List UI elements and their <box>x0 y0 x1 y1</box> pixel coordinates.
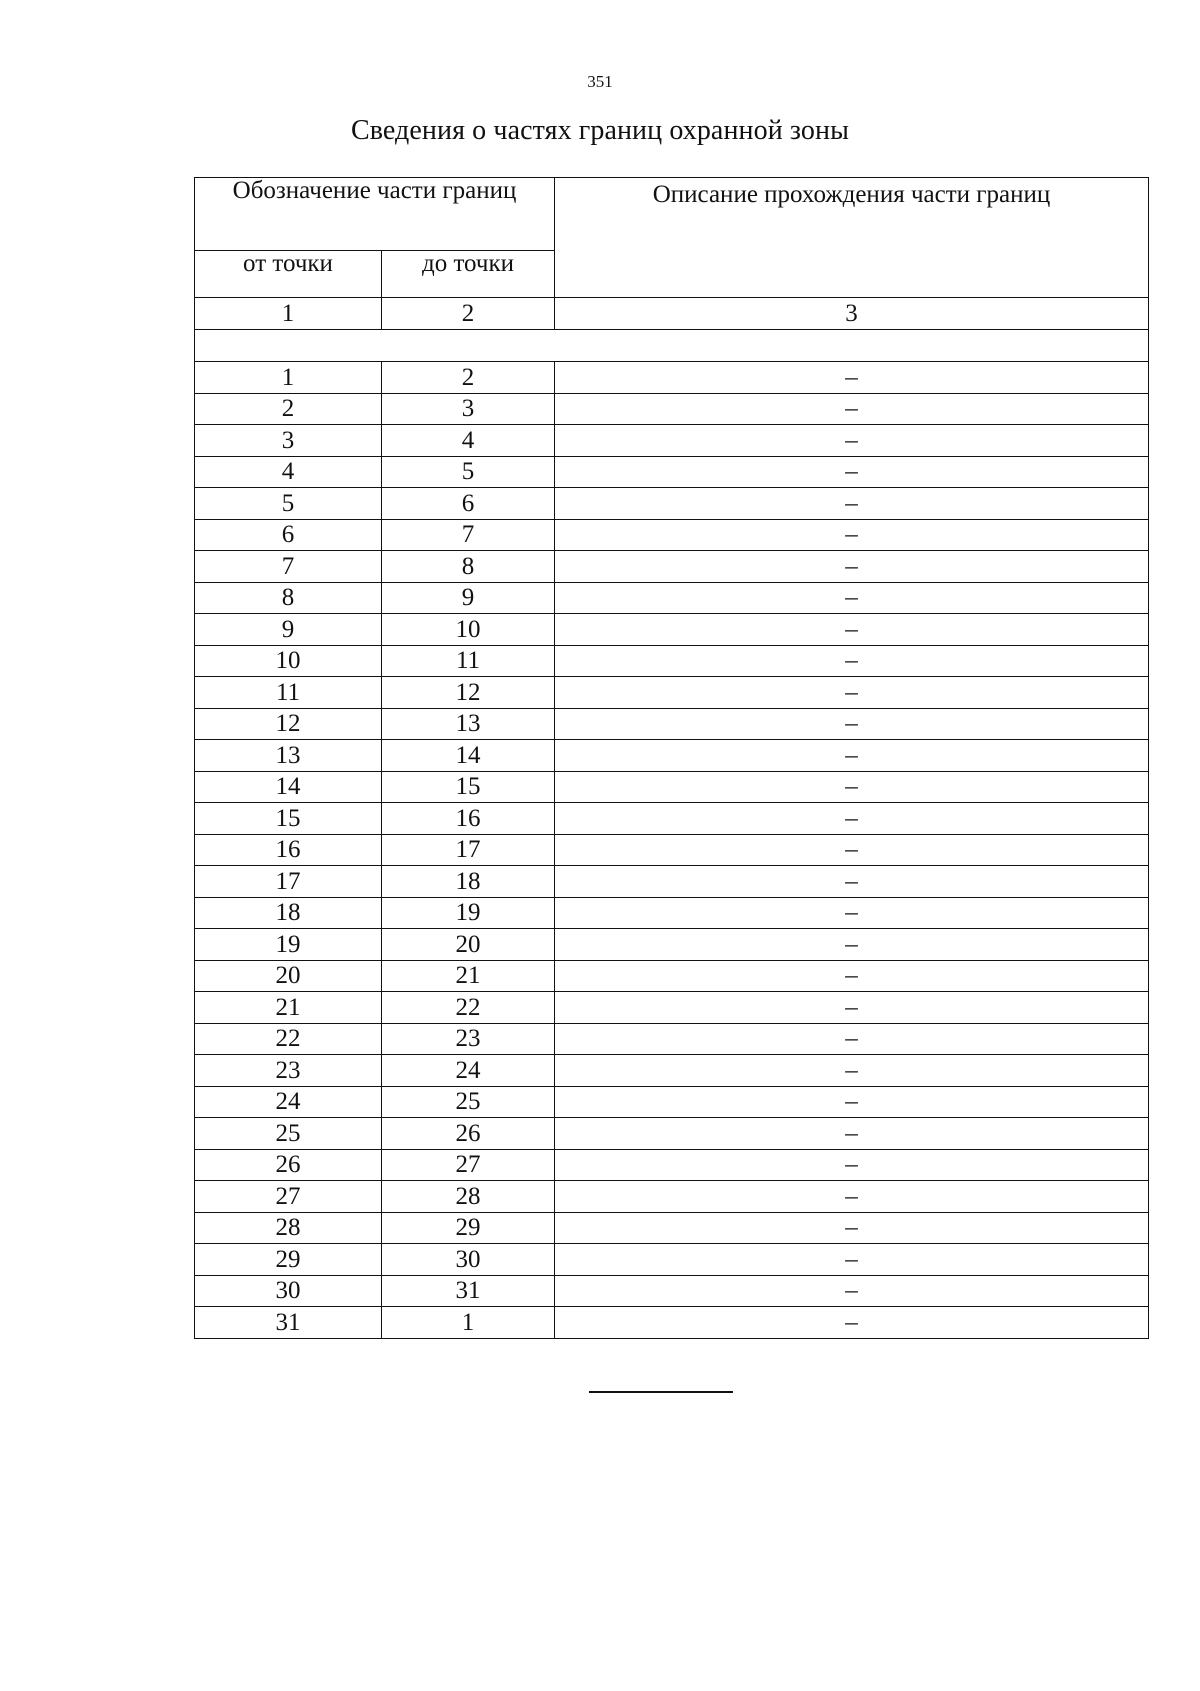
to-point-cell: 11 <box>382 645 555 677</box>
table-row <box>195 456 1149 488</box>
description-cell: – <box>555 614 1149 646</box>
from-point-cell: 25 <box>195 1118 382 1150</box>
to-point-cell: 14 <box>382 740 555 772</box>
to-point-cell: 9 <box>382 582 555 614</box>
from-point-cell: 20 <box>195 960 382 992</box>
description-cell: – <box>555 456 1149 488</box>
from-point-cell: 4 <box>195 456 382 488</box>
from-point-cell: 17 <box>195 866 382 898</box>
to-point-cell: 20 <box>382 929 555 961</box>
table-row <box>195 1118 1149 1150</box>
from-point-cell: 24 <box>195 1086 382 1118</box>
table-row <box>195 1181 1149 1213</box>
section-row <box>195 330 1149 362</box>
table-header-row <box>195 178 1149 251</box>
to-point-cell: 3 <box>382 393 555 425</box>
header-designation: Обозначение части границ <box>195 178 555 251</box>
to-point-cell: 13 <box>382 708 555 740</box>
to-point-cell: 29 <box>382 1212 555 1244</box>
column-number-2: 2 <box>382 298 555 330</box>
description-cell: – <box>555 740 1149 772</box>
to-point-cell: 28 <box>382 1181 555 1213</box>
page-number: 351 <box>587 72 613 91</box>
from-point-cell: 27 <box>195 1181 382 1213</box>
from-point-cell: 12 <box>195 708 382 740</box>
table-row <box>195 1086 1149 1118</box>
table-row <box>195 614 1149 646</box>
from-point-cell: 21 <box>195 992 382 1024</box>
from-point-cell: 13 <box>195 740 382 772</box>
table-row <box>195 708 1149 740</box>
to-point-cell: 2 <box>382 362 555 394</box>
description-cell: – <box>555 582 1149 614</box>
table-row <box>195 582 1149 614</box>
table-row <box>195 551 1149 583</box>
table-row <box>195 866 1149 898</box>
table-row <box>195 645 1149 677</box>
table-row <box>195 1307 1149 1339</box>
description-cell: – <box>555 708 1149 740</box>
column-number-row <box>195 298 1149 330</box>
from-point-cell: 9 <box>195 614 382 646</box>
table-row <box>195 1212 1149 1244</box>
to-point-cell: 4 <box>382 425 555 457</box>
column-number-3: 3 <box>555 298 1149 330</box>
from-point-cell: 7 <box>195 551 382 583</box>
to-point-cell: 8 <box>382 551 555 583</box>
from-point-cell: 6 <box>195 519 382 551</box>
from-point-cell: 16 <box>195 834 382 866</box>
table-row <box>195 960 1149 992</box>
description-cell: – <box>555 519 1149 551</box>
to-point-cell: 22 <box>382 992 555 1024</box>
from-point-cell: 29 <box>195 1244 382 1276</box>
description-cell: – <box>555 645 1149 677</box>
from-point-cell: 23 <box>195 1055 382 1087</box>
to-point-cell: 7 <box>382 519 555 551</box>
description-cell: – <box>555 1118 1149 1150</box>
from-point-cell: 15 <box>195 803 382 835</box>
description-cell: – <box>555 771 1149 803</box>
description-cell: – <box>555 1212 1149 1244</box>
description-cell: – <box>555 1244 1149 1276</box>
description-cell: – <box>555 866 1149 898</box>
table-row <box>195 488 1149 520</box>
to-point-cell: 16 <box>382 803 555 835</box>
description-cell: – <box>555 488 1149 520</box>
to-point-cell: 27 <box>382 1149 555 1181</box>
table-row <box>195 929 1149 961</box>
from-point-cell: 30 <box>195 1275 382 1307</box>
description-cell: – <box>555 1023 1149 1055</box>
section-label <box>195 330 1149 362</box>
from-point-cell: 31 <box>195 1307 382 1339</box>
from-point-cell: 10 <box>195 645 382 677</box>
table-row <box>195 393 1149 425</box>
from-point-cell: 18 <box>195 897 382 929</box>
to-point-cell: 23 <box>382 1023 555 1055</box>
header-description: Описание прохождения части границ <box>555 178 1149 298</box>
from-point-cell: 26 <box>195 1149 382 1181</box>
table-row <box>195 1275 1149 1307</box>
from-point-cell: 11 <box>195 677 382 709</box>
description-cell: – <box>555 1307 1149 1339</box>
table-row <box>195 897 1149 929</box>
table-row <box>195 803 1149 835</box>
description-cell: – <box>555 1055 1149 1087</box>
table-row <box>195 677 1149 709</box>
to-point-cell: 17 <box>382 834 555 866</box>
to-point-cell: 19 <box>382 897 555 929</box>
to-point-cell: 26 <box>382 1118 555 1150</box>
table-row <box>195 1055 1149 1087</box>
from-point-cell: 1 <box>195 362 382 394</box>
table-row <box>195 362 1149 394</box>
from-point-cell: 2 <box>195 393 382 425</box>
table-row <box>195 425 1149 457</box>
from-point-cell: 19 <box>195 929 382 961</box>
description-cell: – <box>555 1181 1149 1213</box>
description-cell: – <box>555 1149 1149 1181</box>
description-cell: – <box>555 834 1149 866</box>
to-point-cell: 5 <box>382 456 555 488</box>
to-point-cell: 10 <box>382 614 555 646</box>
description-cell: – <box>555 1275 1149 1307</box>
to-point-cell: 12 <box>382 677 555 709</box>
table-row <box>195 740 1149 772</box>
boundary-parts-table <box>194 177 1149 1339</box>
description-cell: – <box>555 960 1149 992</box>
description-cell: – <box>555 1086 1149 1118</box>
from-point-cell: 22 <box>195 1023 382 1055</box>
from-point-cell: 8 <box>195 582 382 614</box>
table-row <box>195 771 1149 803</box>
description-cell: – <box>555 362 1149 394</box>
description-cell: – <box>555 425 1149 457</box>
to-point-cell: 25 <box>382 1086 555 1118</box>
to-point-cell: 31 <box>382 1275 555 1307</box>
document-title: Сведения о частях границ охранной зоны <box>350 115 850 146</box>
to-point-cell: 1 <box>382 1307 555 1339</box>
from-point-cell: 14 <box>195 771 382 803</box>
table-row <box>195 992 1149 1024</box>
footer-rule <box>589 1391 733 1393</box>
to-point-cell: 21 <box>382 960 555 992</box>
to-point-cell: 6 <box>382 488 555 520</box>
description-cell: – <box>555 929 1149 961</box>
description-cell: – <box>555 677 1149 709</box>
to-point-cell: 15 <box>382 771 555 803</box>
from-point-cell: 5 <box>195 488 382 520</box>
table-row <box>195 834 1149 866</box>
column-number-1: 1 <box>195 298 382 330</box>
description-cell: – <box>555 551 1149 583</box>
to-point-cell: 30 <box>382 1244 555 1276</box>
description-cell: – <box>555 803 1149 835</box>
table-row <box>195 1149 1149 1181</box>
from-point-cell: 28 <box>195 1212 382 1244</box>
from-point-cell: 3 <box>195 425 382 457</box>
table-row <box>195 519 1149 551</box>
description-cell: – <box>555 897 1149 929</box>
to-point-cell: 24 <box>382 1055 555 1087</box>
header-from-point: от точки <box>195 251 382 298</box>
table-row <box>195 1244 1149 1276</box>
description-cell: – <box>555 992 1149 1024</box>
to-point-cell: 18 <box>382 866 555 898</box>
header-to-point: до точки <box>382 251 555 298</box>
description-cell: – <box>555 393 1149 425</box>
table-row <box>195 1023 1149 1055</box>
